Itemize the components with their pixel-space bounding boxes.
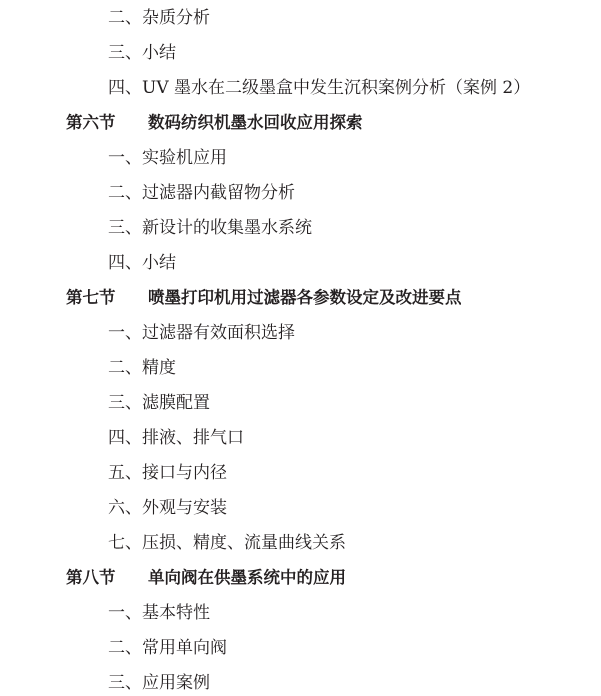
toc-section-heading [66,567,346,589]
toc-section-heading [66,112,363,134]
section-title: 单向阀在供墨系统中的应用 [148,568,346,587]
toc-subsection-item: 六、外观与安装 [108,498,227,518]
toc-subsection-item: 三、应用案例 [108,673,210,693]
toc-subsection-item: 二、常用单向阀 [108,638,227,658]
section-number: 第七节 [66,288,116,307]
toc-subsection-item: 二、精度 [108,358,176,378]
toc-subsection-item: 四、排液、排气口 [108,428,244,448]
toc-subsection-item: 一、基本特性 [108,603,210,623]
toc-subsection-item: 一、过滤器有效面积选择 [108,323,295,343]
toc-subsection-item: 五、接口与内径 [108,463,227,483]
section-number: 第六节 [66,113,116,132]
toc-subsection-item: 二、杂质分析 [108,8,210,28]
toc-subsection-item: 三、滤膜配置 [108,393,210,413]
section-title: 喷墨打印机用过滤器各参数设定及改进要点 [148,288,462,307]
toc-subsection-item: 三、新设计的收集墨水系统 [108,218,312,238]
toc-section-heading [66,287,462,309]
toc-subsection-item: 三、小结 [108,43,176,63]
toc-subsection-item: 四、UV 墨水在二级墨盒中发生沉积案例分析（案例 2） [108,78,531,98]
section-number: 第八节 [66,568,116,587]
toc-subsection-item: 二、过滤器内截留物分析 [108,183,295,203]
section-title: 数码纺织机墨水回收应用探索 [148,113,363,132]
toc-subsection-item: 一、实验机应用 [108,148,227,168]
toc-subsection-item: 七、压损、精度、流量曲线关系 [108,533,346,553]
toc-subsection-item: 四、小结 [108,253,176,273]
